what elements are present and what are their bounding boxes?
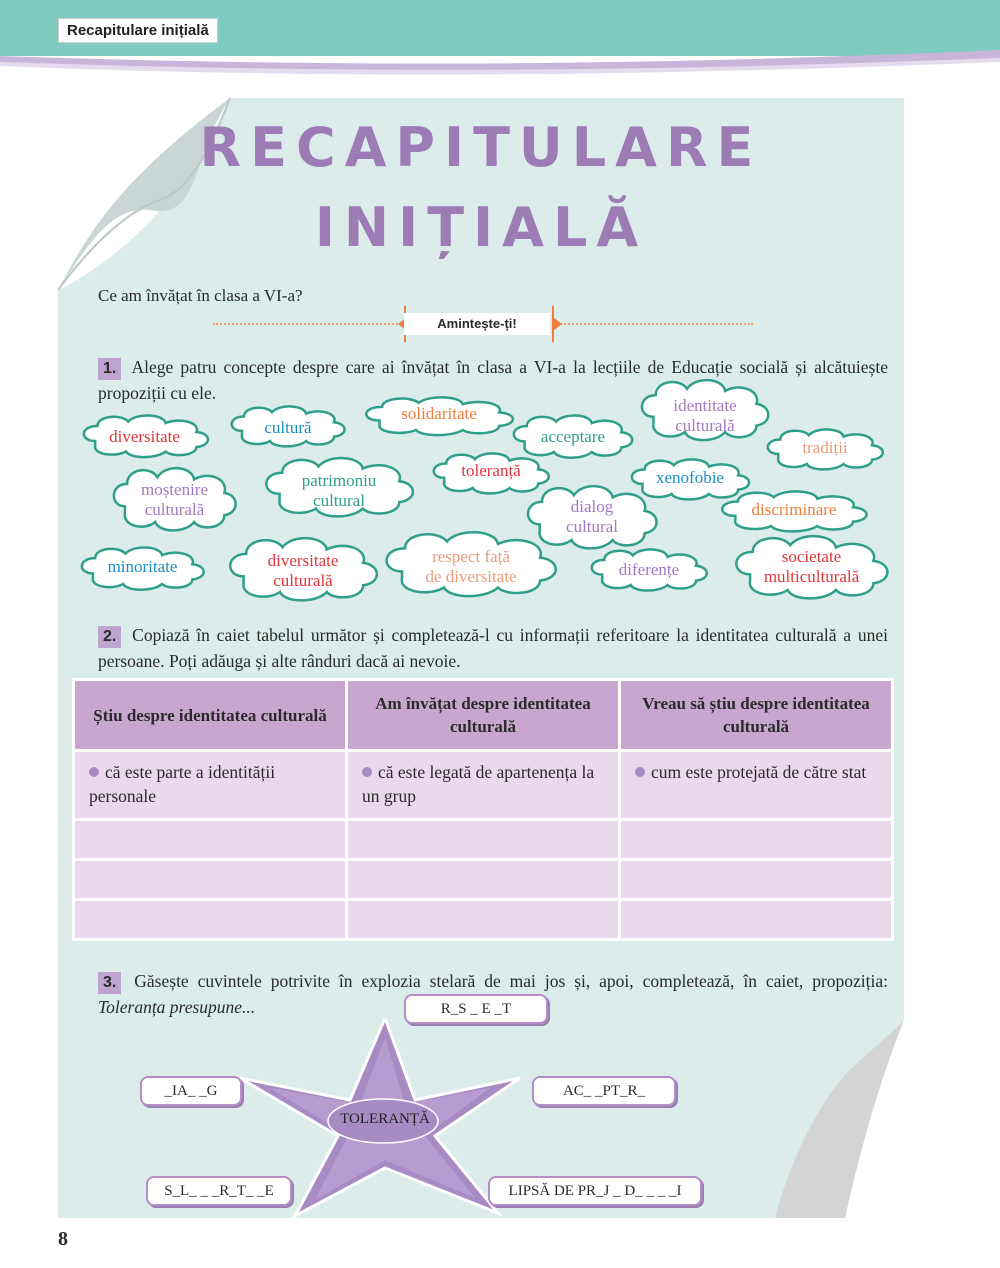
word-box-left: _IA_ _G: [140, 1076, 242, 1106]
concept-minoritate: minoritate: [107, 557, 178, 576]
concept-toleranta: toleranță: [461, 461, 521, 480]
concept-xenofobie: xenofobie: [656, 468, 724, 487]
concept-societate-multiculturala: societate multiculturală: [763, 547, 860, 586]
table-cell: [347, 820, 620, 860]
intro-question: Ce am învățat în clasa a VI-a?: [98, 286, 303, 305]
identity-table: [72, 678, 894, 941]
concept-solidaritate: solidaritate: [401, 404, 477, 423]
word-box-top: R_S _ E _T: [404, 994, 548, 1024]
table-row-empty: [74, 900, 893, 940]
table-cell: [620, 860, 893, 900]
exercise-text: Găsește cuvintele potrivite în explozia stelară de mai jos și, apoi, completează, în caiet, propoziția:: [134, 971, 889, 991]
table-cell: [620, 820, 893, 860]
table-row: [74, 751, 893, 820]
table-header: Am învățat despre identitatea culturală: [347, 680, 620, 751]
table-cell: [74, 860, 347, 900]
bullet-icon: [635, 767, 645, 777]
table-header: Vreau să știu despre identitatea culturală: [620, 680, 893, 751]
concept-dialog-cultural: dialog cultural: [566, 497, 618, 536]
exercise-text: Copiază în caiet tabelul următor și completează-l cu informații referitoare la identitatea culturală a unei persoane. Poți adăuga și alte rânduri dacă ai nevoie.: [98, 625, 888, 671]
exercise-number: 1.: [98, 358, 121, 380]
bullet-icon: [89, 767, 99, 777]
table-cell: cum este protejată de către stat: [620, 751, 893, 820]
exercise-italic-prompt: Toleranța presupune...: [98, 997, 256, 1017]
concept-acceptare: acceptare: [540, 427, 606, 446]
bullet-icon: [362, 767, 372, 777]
section-tag: Recapitulare inițială: [58, 18, 218, 43]
concept-mostenire-culturala: moștenire culturală: [140, 480, 209, 519]
word-box-right: AC_ _PT_R_: [532, 1076, 676, 1106]
concept-traditii: tradiții: [802, 438, 848, 457]
table-cell: [74, 900, 347, 940]
table-row-empty: [74, 860, 893, 900]
table-cell: [74, 820, 347, 860]
concept-discriminare: discriminare: [751, 500, 837, 519]
table-cell: [620, 900, 893, 940]
exercise-2: [98, 622, 888, 674]
concept-patrimoniu-cultural: patrimoniu cultural: [301, 471, 377, 510]
table-cell: [347, 860, 620, 900]
concept-diferente: diferențe: [618, 560, 680, 579]
concept-cultura: cultură: [264, 418, 312, 437]
page-title-line-2: INIȚIALĂ: [314, 196, 648, 259]
word-box-bottom-right: LIPSĂ DE PR_J _ D_ _ _ _I: [488, 1176, 702, 1206]
table-cell: [347, 900, 620, 940]
remember-label: Amintește-ți!: [404, 313, 550, 335]
word-box-bottom-left: S_L_ _ _R_T_ _E: [146, 1176, 292, 1206]
exercise-text: Alege patru concepte despre care ai învățat în clasa a VI-a la lecțiile de Educație socială și alcătuiește propoziții cu ele.: [98, 357, 888, 403]
concept-diversitate-culturala: diversitate culturală: [267, 551, 339, 590]
starburst-center-label: TOLERANȚĂ: [340, 1111, 430, 1127]
table-cell: că este legată de apartenența la un grup: [347, 751, 620, 820]
exercise-number: 2.: [98, 626, 121, 648]
page-number: 8: [58, 1228, 68, 1250]
table-row-empty: [74, 820, 893, 860]
page-title-line-1: RECAPITULARE: [199, 116, 763, 179]
exercise-number: 3.: [98, 972, 121, 994]
concept-respect-diversitate: respect față de diversitate: [425, 547, 517, 586]
table-cell: că este parte a identității personale: [74, 751, 347, 820]
concept-identitate-culturala: identitate culturală: [673, 396, 737, 435]
concept-diversitate: diversitate: [109, 427, 180, 446]
table-header: Știu despre identitatea culturală: [74, 680, 347, 751]
